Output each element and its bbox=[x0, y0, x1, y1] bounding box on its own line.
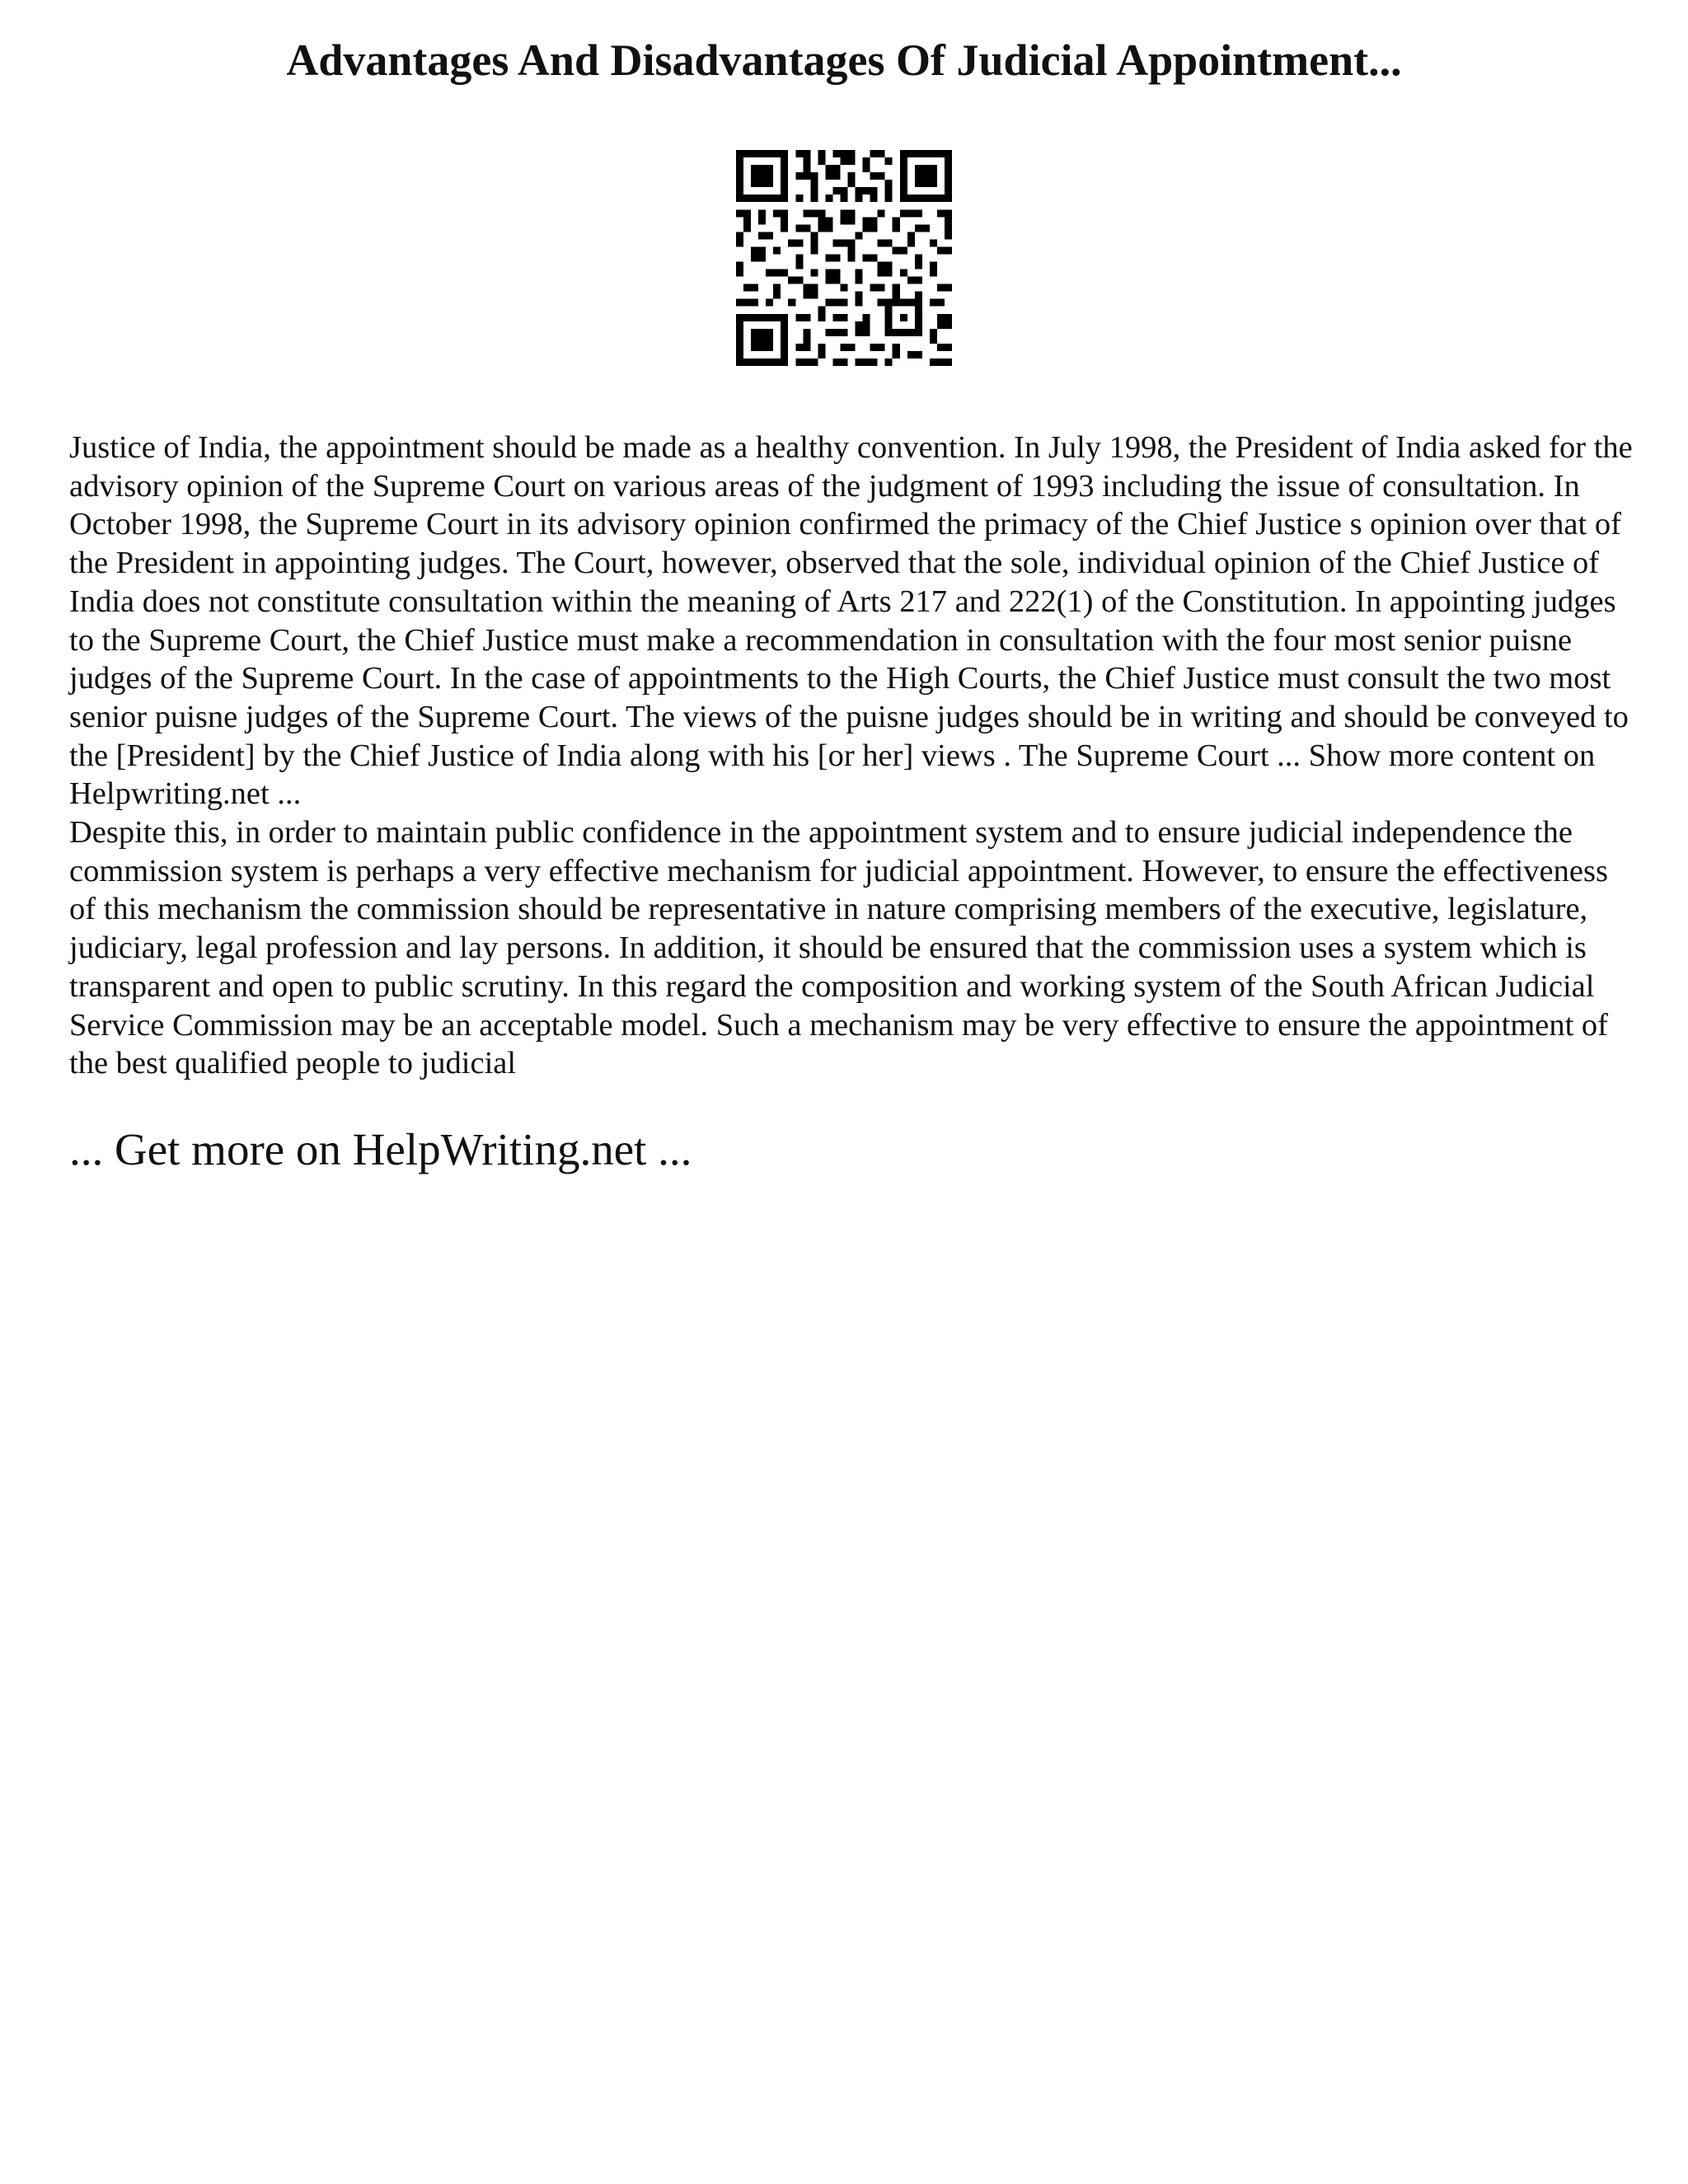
qr-code-icon bbox=[736, 150, 952, 366]
paragraph: Justice of India, the appointment should be made as a healthy convention. In July 1998, the President of India asked for the advisory opinion of the Supreme Court on various areas of the judgment of 1993 including the issue of consultation. In October 1998, the Supreme Court in its advisory opinion confirmed the primacy of the Chief Justice s opinion over that of the President in appointing judges. The Court, however, observed that the sole, individual opinion of the Chief Justice of India does not constitute consultation within the meaning of Arts 217 and 222(1) of the Constitution. In appointing judges to the Supreme Court, the Chief Justice must make a recommendation in consultation with the four most senior puisne judges of the Supreme Court. In the case of appointments to the High Courts, the Chief Justice must consult the two most senior puisne judges of the Supreme Court. The views of the puisne judges should be in writing and should be conveyed to the [President] by the Chief Justice of India along with his [or her] views . The Supreme Court ... Show more content on Helpwriting.net ... bbox=[69, 430, 1633, 812]
get-more-link[interactable]: ... Get more on HelpWriting.net ... bbox=[69, 1124, 692, 1174]
document-title: Advantages And Disadvantages Of Judicial Appointment... bbox=[286, 35, 1402, 85]
document-body bbox=[69, 429, 1635, 1083]
paragraph: Despite this, in order to maintain public confidence in the appointment system and to ensure judicial independence the commission system is perhaps a very effective mechanism for judicial appointment. However, to ensure the effectiveness of this mechanism the commission should be representative in nature comprising members of the executive, legislature, judiciary, legal profession and lay persons. In addition, it should be ensured that the commission uses a system which is transparent and open to public scrutiny. In this regard the composition and working system of the South African Judicial Service Commission may be an acceptable model. Such a mechanism may be very effective to ensure the appointment of the best qualified people to judicial bbox=[69, 815, 1609, 1081]
